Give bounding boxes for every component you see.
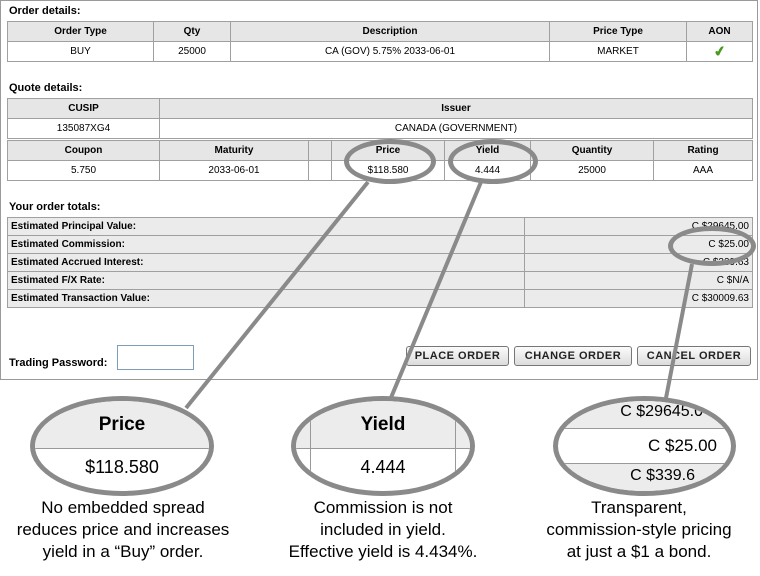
caption-line: reduces price and increases (16, 520, 230, 539)
yield-callout-header: Yield (360, 414, 406, 435)
commission-label: Estimated Commission: (8, 236, 525, 254)
cusip-cell: 135087XG4 (8, 119, 160, 139)
caption-line: Transparent, (591, 498, 687, 517)
price-callout-value: $118.580 (85, 457, 159, 477)
yield-cell: 4.444 (445, 161, 531, 181)
change-order-button[interactable]: CHANGE ORDER (514, 346, 632, 366)
commission-connector-line (666, 264, 692, 398)
caption-line: Effective yield is 4.434%. (288, 542, 478, 561)
yield-callout-value: 4.444 (360, 457, 406, 477)
maturity-cell: 2033-06-01 (160, 161, 309, 181)
col-cusip: CUSIP (8, 99, 160, 119)
qty-cell: 25000 (154, 42, 231, 62)
col-qty: Qty (154, 22, 231, 42)
commission-callout-interest: C $339.6 (630, 467, 695, 484)
col-order-type: Order Type (8, 22, 154, 42)
coupon-cell: 5.750 (8, 161, 160, 181)
accrued-interest-value: C $339.63 (525, 254, 753, 272)
price-callout (30, 396, 214, 496)
principal-label: Estimated Principal Value: (8, 218, 525, 236)
rating-cell: AAA (654, 161, 753, 181)
col-maturity: Maturity (160, 141, 309, 161)
yield-connector-line (390, 182, 481, 400)
order-details-title: Order details: (9, 5, 81, 17)
transaction-value-value: C $30009.63 (525, 290, 753, 308)
caption-middle (270, 497, 496, 563)
caption-line: included in yield. (320, 520, 446, 539)
price-type-cell: MARKET (550, 42, 687, 62)
col-price-type: Price Type (550, 22, 687, 42)
commission-callout-value: C $25.00 (648, 436, 717, 455)
commission-callout-principal: C $29645.0 (620, 403, 703, 420)
fx-rate-value: C $N/A (525, 272, 753, 290)
principal-value: C $29645.00 (525, 218, 753, 236)
transaction-value-label: Estimated Transaction Value: (8, 290, 525, 308)
place-order-button[interactable]: PLACE ORDER (406, 346, 509, 366)
cancel-order-button[interactable]: CANCEL ORDER (637, 346, 751, 366)
order-totals-title: Your order totals: (9, 201, 101, 213)
yield-callout (291, 396, 475, 496)
col-aon: AON (687, 22, 753, 42)
caption-line: at just a $1 a bond. (566, 542, 712, 561)
description-cell: CA (GOV) 5.75% 2033-06-01 (231, 42, 550, 62)
price-connector-line (186, 182, 368, 408)
quote-details-title: Quote details: (9, 82, 83, 94)
col-coupon: Coupon (8, 141, 160, 161)
commission-callout (553, 396, 736, 496)
order-type-cell: BUY (8, 42, 154, 62)
caption-left (0, 497, 246, 563)
checkmark-icon: ✔ (712, 42, 727, 60)
col-description: Description (231, 22, 550, 42)
col-price: Price (332, 141, 445, 161)
col-rating: Rating (654, 141, 753, 161)
caption-line: Commission is not (313, 498, 453, 517)
issuer-cell: CANADA (GOVERNMENT) (160, 119, 753, 139)
commission-value: C $25.00 (525, 236, 753, 254)
quantity-cell: 25000 (531, 161, 654, 181)
caption-line: No embedded spread (41, 498, 205, 517)
caption-line: commission-style pricing (546, 520, 732, 539)
col-yield: Yield (445, 141, 531, 161)
trading-password-label: Trading Password: (9, 357, 108, 369)
caption-right (520, 497, 758, 563)
price-callout-header: Price (98, 414, 146, 435)
col-issuer: Issuer (160, 99, 753, 119)
caption-line: yield in a “Buy” order. (42, 542, 204, 561)
fx-rate-label: Estimated F/X Rate: (8, 272, 525, 290)
col-quantity: Quantity (531, 141, 654, 161)
price-cell: $118.580 (332, 161, 445, 181)
accrued-interest-label: Estimated Accrued Interest: (8, 254, 525, 272)
